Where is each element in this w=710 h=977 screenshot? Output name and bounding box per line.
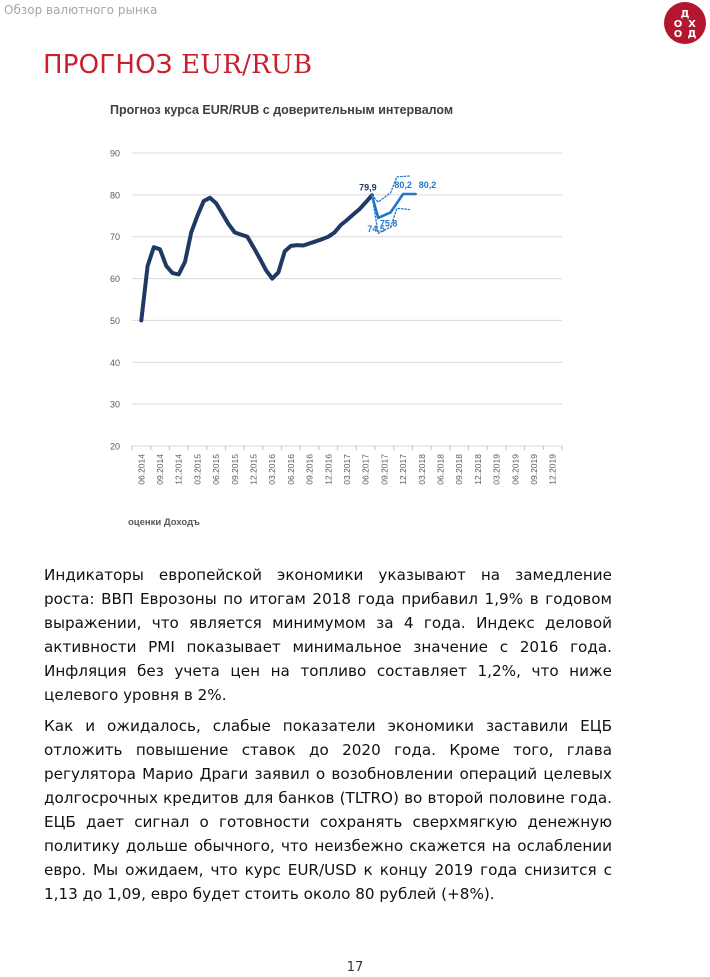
- x-tick-label: 09.2017: [379, 454, 390, 485]
- x-tick-label: 03.2017: [342, 454, 352, 485]
- logo-letter: Д: [680, 9, 690, 20]
- data-label: 74,5: [367, 223, 385, 234]
- x-tick-label: 06.2017: [360, 454, 371, 485]
- x-tick-label: 12.2015: [248, 454, 259, 485]
- page-title: [43, 50, 312, 80]
- section-label: Обзор валютного рынка: [4, 3, 158, 17]
- y-tick-label: 90: [109, 148, 120, 159]
- series-forecast: [372, 194, 416, 218]
- forecast-chart: [95, 92, 580, 537]
- x-tick-label: 06.2016: [285, 454, 296, 485]
- data-label: 80,2: [394, 180, 412, 191]
- x-tick-label: 12.2018: [472, 454, 483, 485]
- x-tick-label: 03.2018: [416, 454, 427, 485]
- page-title-pair: EUR/RUB: [181, 50, 313, 80]
- x-tick-label: 09.2015: [229, 454, 240, 485]
- x-tick-label: 09.2019: [528, 454, 539, 485]
- x-tick-label: 12.2014: [173, 454, 184, 485]
- logo-letter: О: [673, 29, 683, 40]
- logo-letter: Д: [687, 29, 697, 40]
- x-tick-label: 06.2018: [435, 454, 446, 485]
- series-history: [141, 195, 372, 320]
- body-paragraph-1: Индикаторы европейской экономики указывают на замедление роста: ВВП Еврозоны по итогам 2018 года прибавил 1,9% в годовом выражении, что является минимумом за 4 года. Индекс деловой активности PMI показывает минимальное значение с 2016 года. Инфляция без учета цен на топливо составляет 1,2%, что ниже целевого уровня в 2%.: [44, 566, 612, 704]
- body-paragraph-2: Как и ожидалось, слабые показатели экономики заставили ЕЦБ отложить повышение ставок до 2020 года. Кроме того, глава регулятора Марио Драги заявил о возобновлении операций целевых долгосрочных кредитов для банков (TLTRO) во второй половине года. ЕЦБ дает сигнал о готовности сохранять сверхмягкую денежную политику дольше обычного, что неизбежно скажется на ослаблении евро. Мы ожидаем, что курс EUR/USD к концу 2019 года снизится с 1,13 до 1,09, евро будет стоить около 80 рублей (+8%).: [44, 717, 612, 903]
- x-tick-label: 06.2015: [211, 454, 222, 485]
- y-tick-label: 20: [109, 441, 120, 452]
- chart-source-note: оценки Доходъ: [128, 517, 200, 528]
- x-tick-label: 03.2019: [491, 454, 502, 485]
- x-tick-label: 06.2019: [510, 454, 521, 485]
- dohod-logo-icon: [664, 2, 706, 44]
- logo-letter: О: [673, 19, 683, 30]
- page-number: 17: [346, 960, 364, 975]
- y-tick-label: 80: [109, 190, 120, 201]
- x-tick-label: 03.2016: [267, 454, 278, 485]
- y-tick-label: 40: [109, 357, 120, 368]
- data-label: 80,2: [418, 180, 437, 191]
- y-tick-label: 60: [109, 274, 120, 285]
- page-title-prefix: ПРОГНОЗ: [43, 50, 182, 80]
- x-tick-label: 09.2018: [454, 454, 465, 485]
- chart-title: Прогноз курса EUR/RUB с доверительным интервалом: [110, 103, 454, 117]
- x-tick-label: 09.2016: [304, 454, 315, 485]
- x-tick-label: 12.2016: [323, 454, 334, 485]
- logo-letter: Х: [688, 19, 696, 30]
- y-tick-label: 30: [109, 399, 120, 410]
- x-tick-label: 12.2019: [547, 454, 558, 485]
- x-tick-label: 03.2015: [192, 454, 203, 485]
- y-tick-label: 70: [109, 232, 120, 243]
- x-tick-label: 09.2014: [155, 454, 166, 485]
- x-tick-label: 06.2014: [136, 454, 147, 485]
- data-label: 75,8: [379, 218, 398, 229]
- x-tick-label: 12.2017: [398, 454, 409, 485]
- data-label: 79,9: [359, 182, 377, 193]
- y-tick-label: 50: [109, 315, 120, 326]
